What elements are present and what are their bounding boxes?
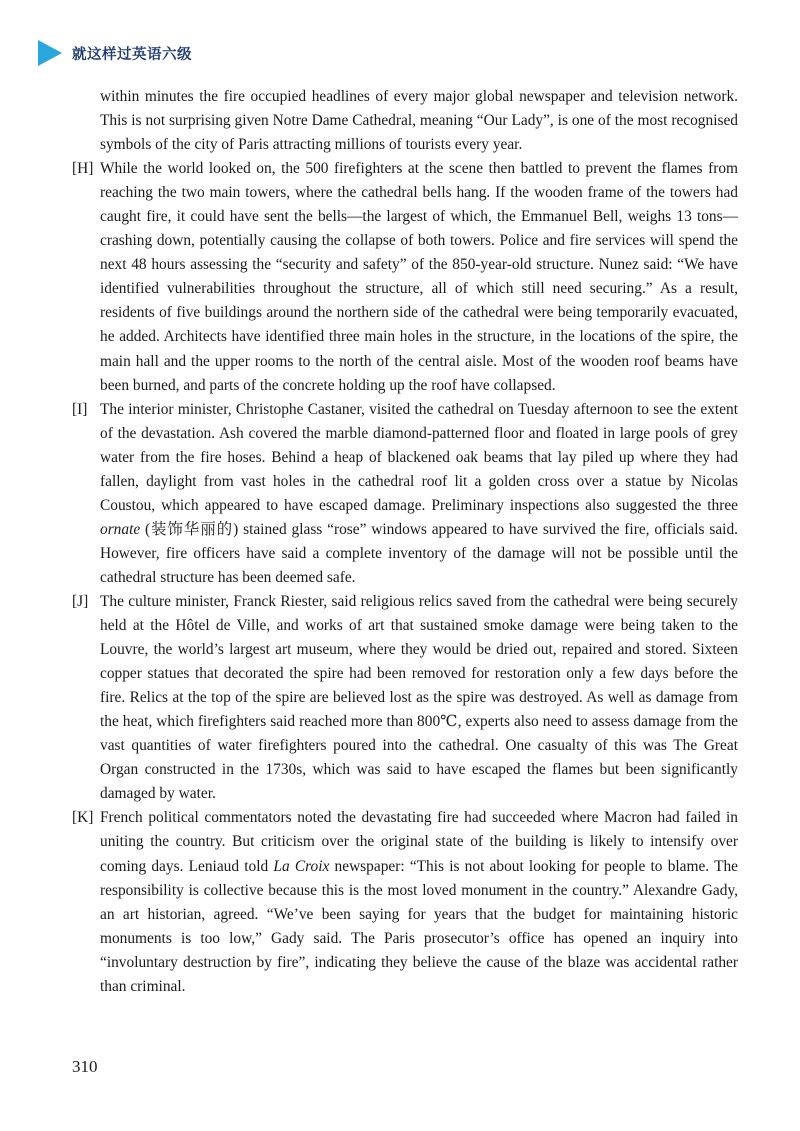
newspaper-name: La Croix <box>273 857 330 875</box>
paragraph-label: [I] <box>72 400 88 418</box>
paragraph-text: The culture minister, Franck Riester, said religious relics saved from the cathedral were being securely held at the Hôtel de Ville, and works of art that sustained smoke damage were being taken to the Louvre, the world’s largest art museum, where they would be dried out, repaired and stored. Sixteen copper statues that decorated the spire had been removed for restoration only a few days before the fire. Relics at the top of the spire are believed lost as the spire was destroyed. As well as damage from the heat, which firefighters said reached more than 800℃, experts also need to assess damage from the vast quantities of water firefighters poured into the cathedral. One casualty of this was The Great Organ constructed in the 1730s, which was said to have escaped the flames but been significantly damaged by water. <box>100 592 738 803</box>
paragraph-text: (装饰华丽的) stained glass “rose” windows appeared to have survived the fire, officials said. However, fire officers have said a complete inventory of the damage will not be possible until the cathedral structure has been deemed safe. <box>100 520 738 586</box>
paragraph-label: [H] <box>72 160 94 178</box>
paragraph-label: [J] <box>72 592 89 610</box>
paragraph-j <box>72 590 738 806</box>
paragraph-text: French political commentators noted the devastating fire had succeeded where Macron had failed in uniting the country. But criticism over the original state of the building is likely to intensify over coming days. Leniaud told <box>100 809 738 875</box>
paragraph-text: The interior minister, Christophe Castaner, visited the cathedral on Tuesday afternoon to see the extent of the devastation. Ash covered the marble diamond-patterned floor and floated in large pools of grey water from the fire hoses. Behind a heap of blackened oak beams that lay piled up where they had fallen, daylight from vast holes in the cathedral roof lit a golden cross over a statue by Nicolas Coustou, which appeared to have escaped damage. Preliminary inspections also suggested the three <box>100 400 738 514</box>
paragraph-text: newspaper: “This is not about looking for people to blame. The responsibility is collective because this is the most loved monument in the country.” Alexandre Gady, an art historian, agreed. “We’ve been saying for years that the budget for maintaining historic monuments is too low,” Gady said. The Paris prosecutor’s office has opened an inquiry into “involuntary destruction by fire”, indicating they believe the cause of the blaze was accidental rather than criminal. <box>100 857 738 995</box>
article-body <box>72 85 738 999</box>
page-header <box>38 38 192 68</box>
paragraph-h <box>72 157 738 397</box>
paragraph-i <box>72 398 738 590</box>
book-title: 就这样过英语六级 <box>72 46 192 63</box>
paragraph-text: within minutes the fire occupied headlines of every major global newspaper and television network. This is not surprising given Notre Dame Cathedral, meaning “Our Lady”, is one of the most recognised symbols of the city of Paris attracting millions of tourists every year. <box>100 88 738 154</box>
paragraph-text: While the world looked on, the 500 firefighters at the scene then battled to prevent the flames from reaching the two main towers, where the cathedral bells hang. If the wooden frame of the towers had caught fire, it could have sent the bells—the largest of which, the Emmanuel Bell, weighs 13 tons—crashing down, potentially causing the collapse of both towers. Police and fire services will spend the next 48 hours assessing the “security and safety” of the 850-year-old structure. Nunez said: “We have identified vulnerabilities throughout the structure, all of which still need securing.” As a result, residents of five buildings around the northern side of the cathedral were being temporarily evacuated, he added. Architects have identified three main holes in the structure, in the locations of the spire, the main hall and the upper rooms to the north of the central aisle. Most of the wooden roof beams have been burned, and parts of the concrete holding up the roof have collapsed. <box>100 160 738 394</box>
italic-term: ornate <box>100 520 141 538</box>
paragraph-k <box>72 806 738 998</box>
header-arrow-icon <box>38 40 62 66</box>
paragraph-label: [K] <box>72 809 94 827</box>
page-number: 310 <box>72 1057 98 1076</box>
paragraph-continuation <box>72 85 738 157</box>
